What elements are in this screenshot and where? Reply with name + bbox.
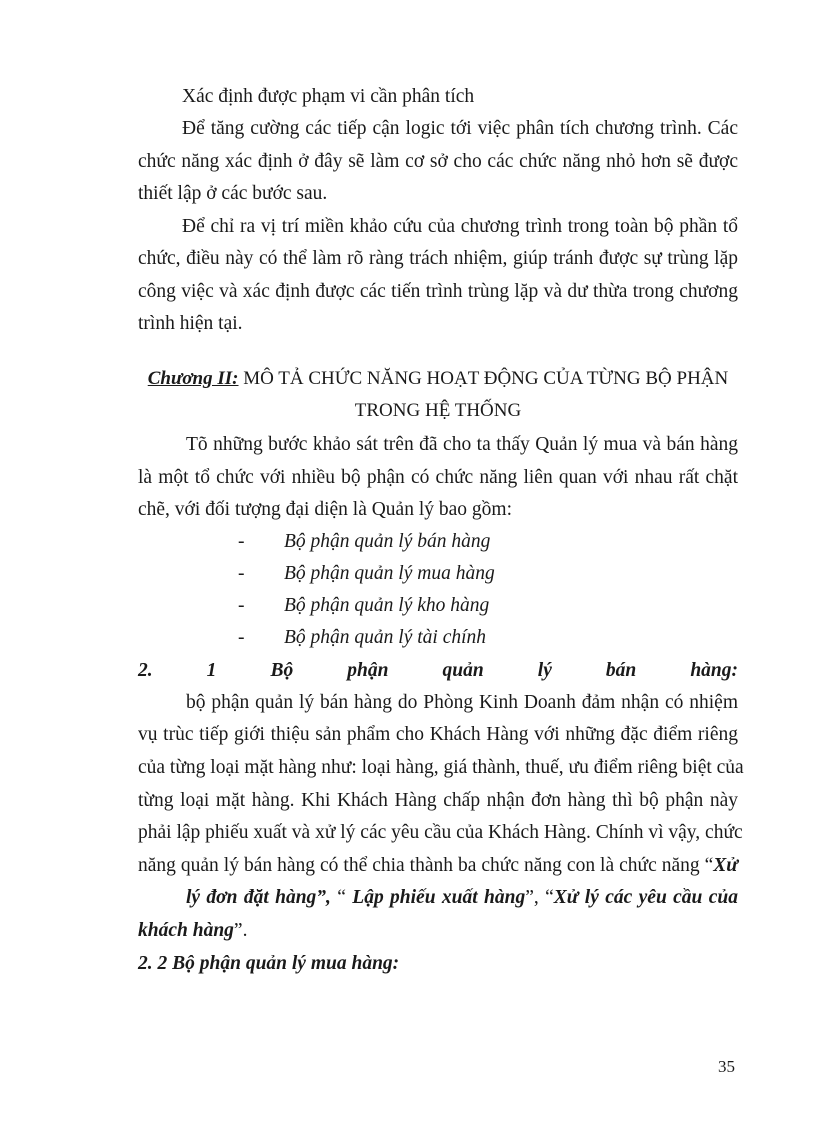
emphasis-order-processing: lý đơn đặt hàng”,: [186, 887, 331, 908]
bullet-dash: -: [238, 531, 245, 552]
section-2-2-heading: 2. 2 Bộ phận quản lý mua hàng:: [138, 953, 400, 974]
emphasis-customer: khách hàng: [138, 920, 234, 941]
section-2-1-line-1: bộ phận quản lý bán hàng do Phòng Kinh Doanh đảm nhận có nhiệm: [186, 692, 738, 713]
bullet-dash: -: [238, 595, 245, 616]
section-heading-word: Bộ: [270, 660, 294, 681]
emphasis-issue-note: Lập phiếu xuất hàng: [352, 887, 526, 908]
intro-line-5: Để chỉ ra vị trí miền khảo cứu của chương trình trong toàn bộ phần tổ: [182, 216, 738, 237]
section-heading-word: quản: [442, 660, 484, 681]
chapter-intro-line-3: chẽ, với đối tượng đại diện là Quản lý bao gồm:: [138, 499, 512, 520]
bullet-dash: -: [238, 627, 245, 648]
section-2-1-line-7-sep-1: “: [330, 887, 353, 908]
section-heading-word: bán: [605, 660, 637, 681]
section-2-1-line-6-emphasis: Xử: [713, 855, 738, 876]
section-2-1-line-8: [138, 918, 738, 944]
section-2-1-line-2: vụ trùc tiếp giới thiệu sản phẩm cho Khách Hàng với những đặc điểm riêng: [138, 724, 738, 745]
chapter-label: Chương II:: [147, 368, 239, 389]
chapter-intro-line-2: là một tổ chức với nhiều bộ phận có chức năng liên quan với nhau rất chặt: [138, 467, 738, 488]
chapter-heading-line-1: [138, 366, 738, 392]
intro-line-1: Xác định được phạm vi cần phân tích: [182, 86, 475, 107]
intro-line-2: Để tăng cường các tiếp cận logic tới việc phân tích chương trình. Các: [182, 118, 738, 139]
section-heading-word: 2.: [138, 660, 153, 681]
intro-line-6: chức, điều này có thể làm rõ ràng trách nhiệm, giúp tránh được sự trùng lặp: [138, 248, 738, 269]
section-2-1-line-8-end: ”.: [233, 920, 248, 941]
section-2-1-line-5: phải lập phiếu xuất và xử lý các yêu cầu của Khách Hàng. Chính vì vậy, chức: [138, 822, 743, 843]
chapter-heading-line-2: TRONG HỆ THỐNG: [354, 400, 522, 421]
section-2-1-line-7-sep-2: ”, “: [525, 887, 554, 908]
page-number: 35: [718, 1057, 735, 1076]
emphasis-customer-requests: Xử lý các yêu cầu của: [553, 887, 738, 908]
section-2-1-line-6-text: năng quản lý bán hàng có thể chia thành ba chức năng con là chức năng “: [138, 855, 714, 876]
bullet-text: Bộ phận quản lý mua hàng: [284, 563, 495, 584]
section-heading-word: 1: [206, 660, 217, 681]
bullet-text: Bộ phận quản lý kho hàng: [284, 595, 490, 616]
section-heading-word: phận: [347, 660, 389, 681]
bullet-dash: -: [238, 563, 245, 584]
chapter-title-part-1: MÔ TẢ CHỨC NĂNG HOẠT ĐỘNG CỦA TỪNG BỘ PHẬN: [238, 368, 729, 389]
section-heading-word: hàng:: [690, 660, 738, 681]
bullet-text: Bộ phận quản lý bán hàng: [284, 531, 491, 552]
chapter-intro-line-1: Tõ những bước khảo sát trên đã cho ta thấy Quản lý mua và bán hàng: [186, 434, 738, 455]
section-2-1-line-6: [138, 853, 738, 879]
intro-line-4: thiết lập ở các bước sau.: [138, 183, 328, 204]
bullet-text: Bộ phận quản lý tài chính: [284, 627, 487, 648]
section-2-1-heading: [138, 658, 738, 684]
section-heading-word: lý: [537, 660, 552, 681]
intro-line-7: công việc và xác định được các tiến trình trùng lặp và dư thừa trong chương: [138, 281, 738, 302]
intro-line-8: trình hiện tại.: [138, 313, 243, 334]
section-2-1-line-4: từng loại mặt hàng. Khi Khách Hàng chấp nhận đơn hàng thì bộ phận này: [138, 790, 738, 811]
section-2-1-line-7: [186, 885, 738, 911]
section-2-1-line-3: của từng loại mặt hàng như: loại hàng, giá thành, thuế, ưu điểm riêng biệt của: [138, 757, 744, 778]
intro-line-3: chức năng xác định ở đây sẽ làm cơ sở cho các chức năng nhỏ hơn sẽ được: [138, 151, 738, 172]
